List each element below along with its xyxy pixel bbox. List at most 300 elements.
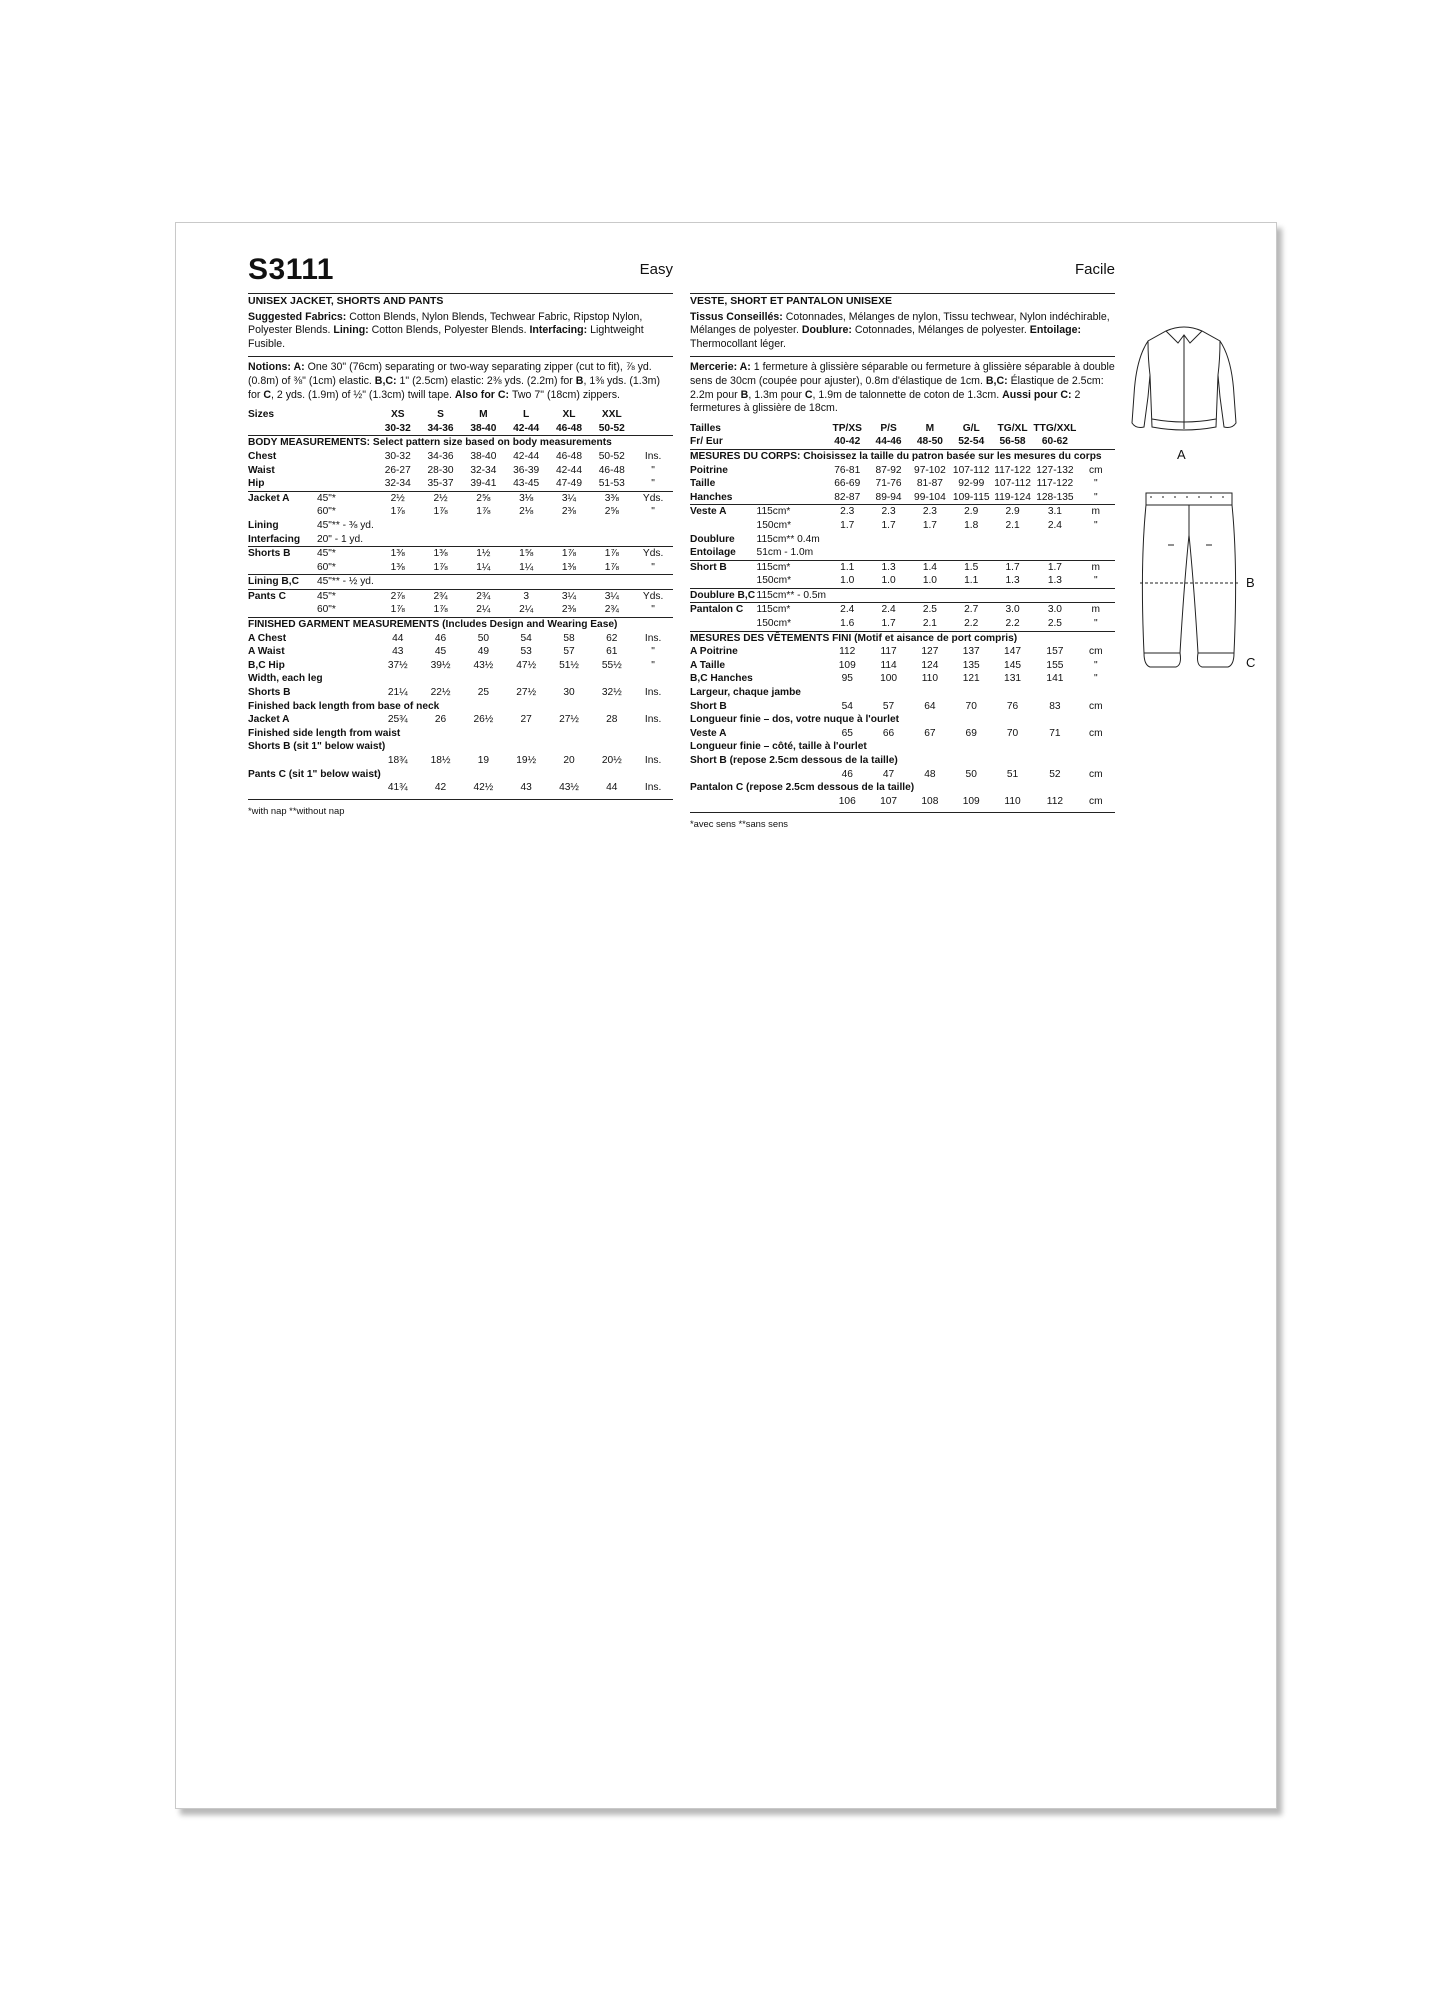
- bold-term: C: [263, 388, 271, 401]
- size-cell: 71: [1049, 727, 1061, 739]
- unit-cell: [1077, 533, 1115, 547]
- row-label: Veste A: [690, 505, 757, 519]
- size-cell: 1.3: [868, 560, 909, 574]
- table-row: [248, 561, 673, 575]
- fabric-width: [317, 464, 376, 478]
- size-cell: TG/XL: [997, 422, 1028, 434]
- fabric-width: 150cm*: [756, 519, 792, 531]
- unit-cell: ": [651, 478, 655, 490]
- size-cell: 58: [563, 632, 575, 644]
- body-text: Thermocollant léger.: [690, 337, 786, 350]
- size-cell: 43½: [473, 659, 494, 671]
- fabric-width: 115cm*: [757, 560, 827, 574]
- size-cell: S: [437, 409, 444, 421]
- table-row: [690, 588, 1115, 603]
- unit-cell: ": [1093, 659, 1098, 671]
- row-label: Short B: [690, 560, 757, 574]
- row-label: Lining B,C: [248, 575, 317, 590]
- size-cell: 107-112: [994, 478, 1031, 490]
- size-cell: 21¼: [387, 687, 408, 699]
- fabric-width: 150cm*: [756, 575, 792, 587]
- size-cell: G/L: [962, 422, 980, 434]
- size-cell: 3.0: [1033, 603, 1076, 617]
- size-cell: 1⅞: [390, 604, 405, 616]
- size-cell: 30: [563, 687, 575, 699]
- table-row: [248, 603, 673, 617]
- size-cell: 100: [880, 673, 898, 685]
- size-cell: 110: [1004, 795, 1021, 807]
- size-cell: 45: [434, 646, 447, 658]
- size-cell: 46-48: [555, 450, 583, 462]
- size-cell: 155: [1046, 659, 1064, 671]
- size-cell: 44: [392, 632, 404, 644]
- table-row: [690, 435, 1115, 449]
- size-cell: 2¼: [519, 604, 534, 616]
- size-cell: 46: [841, 768, 853, 780]
- size-cell: 26½: [473, 714, 494, 726]
- measurement-table: [248, 408, 673, 795]
- size-cell: 50-52: [598, 450, 625, 462]
- size-cell: [827, 546, 868, 560]
- size-cell: 44-46: [875, 436, 902, 448]
- size-cell: 20½: [601, 755, 622, 766]
- size-cell: 131: [1004, 673, 1022, 685]
- size-cell: 43: [392, 646, 404, 658]
- unit-cell: ": [651, 659, 655, 671]
- row-label: Sizes: [248, 409, 275, 421]
- fabric-width: [317, 408, 376, 422]
- size-cell: 1.1: [964, 575, 979, 587]
- size-cell: [909, 588, 950, 603]
- table-row: [248, 740, 673, 754]
- size-cell: 3: [505, 589, 548, 603]
- size-cell: 110: [921, 673, 939, 685]
- size-cell: 2⅜: [561, 506, 577, 518]
- size-cell: [462, 533, 505, 547]
- size-cell: 18½: [430, 755, 451, 766]
- unit-cell: Ins.: [644, 714, 662, 726]
- size-cell: 82-87: [834, 491, 861, 503]
- unit-cell: Yds.: [633, 547, 673, 561]
- fabric-width: 60"*: [316, 506, 336, 518]
- bold-term: Also for C:: [454, 388, 512, 401]
- size-cell: 35-37: [427, 478, 454, 490]
- unit-cell: ": [1093, 519, 1098, 531]
- unit-cell: ": [1093, 575, 1098, 587]
- unit-cell: m: [1077, 560, 1115, 574]
- unit-cell: ": [1093, 673, 1098, 685]
- fabric-width: [317, 781, 376, 795]
- size-cell: 27½: [559, 714, 579, 726]
- size-cell: [548, 575, 591, 590]
- size-cell: 87-92: [875, 464, 902, 476]
- size-cell: 137: [962, 646, 980, 658]
- size-cell: 2.2: [964, 618, 979, 630]
- size-cell: 107-112: [952, 464, 990, 476]
- table-row: [690, 645, 1115, 659]
- size-cell: 1.8: [964, 519, 979, 531]
- fabric-width: [317, 645, 376, 659]
- size-cell: 30-32: [384, 450, 411, 462]
- size-cell: 43: [520, 782, 532, 794]
- size-cell: 46-48: [598, 464, 625, 476]
- fabric-width: 60"*: [316, 561, 336, 573]
- size-cell: 112: [839, 646, 856, 658]
- size-cell: 117-122: [994, 464, 1031, 476]
- table-row: [248, 436, 673, 450]
- fabric-width: [317, 632, 376, 646]
- table-row: [690, 713, 1115, 727]
- table-row: [690, 700, 1115, 714]
- size-cell: 54: [841, 700, 853, 712]
- size-cell: 2.5: [1047, 618, 1062, 630]
- body-text: Cotonnades, Mélanges de polyester.: [854, 324, 1030, 337]
- body-text: , 2 yds. (1.9m) of ½" (1.3cm) twill tape.: [270, 388, 455, 401]
- table-row: [690, 574, 1115, 588]
- table-row: [248, 589, 673, 603]
- fabric-width: [757, 727, 827, 741]
- size-cell: [462, 519, 505, 533]
- size-cell: 2.4: [1047, 519, 1062, 531]
- size-cell: 18¾: [387, 755, 408, 766]
- size-cell: 56-58: [999, 436, 1026, 448]
- pattern-sheet: [175, 222, 1277, 1809]
- size-cell: 52-54: [958, 436, 985, 448]
- row-label: B,C Hip: [248, 659, 285, 671]
- row-label: [248, 781, 317, 795]
- size-cell: P/S: [880, 422, 897, 434]
- fabric-width: 115cm** 0.4m: [756, 533, 820, 545]
- size-cell: 3⅛: [505, 491, 548, 505]
- table-row: [248, 768, 673, 782]
- fabrics-text: [248, 311, 673, 352]
- table-row: [248, 422, 673, 436]
- size-cell: 42-44: [513, 422, 540, 434]
- notions-text: [248, 356, 673, 402]
- unit-cell: Ins.: [644, 687, 662, 699]
- size-cell: 2.3: [827, 505, 868, 519]
- table-row: [248, 645, 673, 659]
- bold-term: Interfacing:: [529, 324, 591, 337]
- section-heading: Short B (repose 2.5cm dessous de la taille): [690, 755, 898, 766]
- size-cell: 53: [520, 646, 532, 658]
- table-row: [248, 754, 673, 768]
- pattern-title-fr: VESTE, SHORT ET PANTALON UNISEXE: [690, 293, 1115, 309]
- size-cell: 2¾: [604, 604, 619, 616]
- size-cell: 1⅜: [561, 561, 577, 573]
- size-cell: 34-36: [427, 422, 454, 434]
- size-cell: 95: [841, 673, 853, 685]
- size-cell: 1.7: [922, 519, 937, 531]
- size-cell: 46-48: [555, 422, 583, 434]
- fabric-width: [757, 768, 827, 782]
- unit-cell: cm: [1089, 700, 1103, 712]
- size-cell: 109: [962, 795, 980, 807]
- row-label: Waist: [248, 464, 275, 476]
- size-cell: 41¾: [387, 782, 408, 794]
- size-cell: [548, 533, 591, 547]
- english-column: [248, 253, 673, 817]
- row-label: Fr/ Eur: [690, 436, 723, 448]
- table-row: [248, 533, 673, 547]
- size-cell: 89-94: [875, 491, 902, 503]
- footnote-fr: *avec sens **sans sens: [690, 812, 1115, 831]
- size-cell: 2.7: [951, 603, 992, 617]
- size-cell: 39-41: [470, 478, 497, 490]
- size-cell: 19: [477, 755, 490, 766]
- fabric-width: [757, 435, 827, 449]
- table-row: [690, 659, 1115, 673]
- size-cell: 38-40: [470, 422, 497, 434]
- row-label: Short B: [690, 700, 727, 712]
- size-cell: 2½: [376, 491, 419, 505]
- size-cell: 70: [965, 700, 977, 712]
- bold-term: Suggested Fabrics:: [248, 310, 350, 323]
- body-text: Two 7" (18cm) zippers.: [511, 388, 620, 401]
- fabric-width: [317, 686, 376, 700]
- size-cell: 117: [880, 646, 897, 658]
- table-row: [690, 686, 1115, 700]
- size-cell: 60-62: [1041, 436, 1068, 448]
- table-row: [690, 422, 1115, 436]
- size-cell: 64: [924, 700, 936, 712]
- size-cell: 2½: [419, 491, 462, 505]
- size-cell: 1¼: [476, 561, 491, 573]
- size-cell: [505, 519, 548, 533]
- unit-cell: ": [651, 561, 655, 573]
- size-cell: [992, 588, 1033, 603]
- size-cell: 1.1: [827, 560, 868, 574]
- size-cell: 2.1: [922, 618, 937, 630]
- size-cell: 97-102: [914, 464, 946, 476]
- fabric-width: [757, 491, 827, 505]
- row-label: A Taille: [690, 659, 726, 671]
- size-cell: 67: [924, 727, 936, 739]
- section-heading: Shorts B (sit 1" below waist): [248, 741, 386, 753]
- bold-term: B,C:: [374, 374, 400, 387]
- size-cell: 32-34: [470, 464, 497, 476]
- size-cell: 42: [434, 782, 447, 794]
- size-cell: 106: [838, 795, 856, 807]
- footnote: *with nap **without nap: [248, 799, 673, 818]
- size-cell: [909, 546, 950, 560]
- body-text: , 1.3m pour: [748, 388, 805, 401]
- size-cell: XS: [390, 409, 405, 421]
- row-label: Taille: [690, 478, 716, 490]
- table-row: [248, 505, 673, 519]
- size-cell: [992, 533, 1033, 547]
- size-cell: 71-76: [875, 478, 902, 490]
- size-cell: 81-87: [916, 478, 943, 490]
- size-cell: M: [925, 422, 935, 434]
- size-cell: 124: [921, 659, 939, 671]
- size-cell: 40-42: [834, 436, 861, 448]
- size-cell: [590, 533, 633, 547]
- unit-cell: cm: [1089, 646, 1103, 658]
- size-cell: 30-32: [384, 422, 411, 434]
- size-cell: 1.0: [881, 575, 896, 587]
- fabric-width: [757, 422, 827, 436]
- size-cell: 25¾: [387, 714, 408, 726]
- size-cell: [376, 533, 419, 547]
- size-cell: 76: [1006, 700, 1019, 712]
- row-label: [690, 768, 757, 782]
- pattern-code: S3111: [248, 253, 334, 286]
- table-row: [248, 713, 673, 727]
- row-label: Pants C: [248, 589, 317, 603]
- size-cell: 55½: [601, 659, 622, 671]
- row-label: Doublure B,C: [690, 588, 757, 603]
- bold-term: Doublure:: [801, 324, 855, 337]
- size-cell: 3.1: [1033, 505, 1076, 519]
- row-label: Lining: [248, 519, 279, 531]
- table-row: [248, 686, 673, 700]
- unit-cell: [633, 519, 673, 533]
- size-cell: 1⅞: [604, 561, 619, 573]
- size-cell: [462, 575, 505, 590]
- size-cell: 3⅜: [590, 491, 633, 505]
- figure-b-label: B: [1246, 575, 1255, 590]
- size-cell: 25: [477, 687, 490, 699]
- body-text: Cotton Blends, Nylon Blends, Techwear Fabric, Ripstop Nylon, Polyester Blends.: [248, 310, 643, 337]
- row-label: A Chest: [248, 632, 287, 644]
- unit-cell: ": [651, 506, 655, 518]
- size-cell: 2⅜: [561, 604, 577, 616]
- table-row: [248, 672, 673, 686]
- size-cell: 1⅞: [390, 506, 405, 518]
- size-cell: 2.3: [909, 505, 950, 519]
- size-cell: [419, 533, 462, 547]
- unit-cell: [633, 422, 673, 436]
- body-text: , 1.9m de talonnette de coton de 1.3cm.: [812, 388, 1003, 401]
- figure-c-label: C: [1246, 655, 1256, 670]
- size-cell: 42½: [473, 782, 494, 794]
- size-cell: 1⅞: [433, 561, 448, 573]
- size-cell: 32-34: [384, 478, 411, 490]
- unit-cell: cm: [1089, 768, 1103, 780]
- row-label: [690, 519, 757, 533]
- size-cell: 2¾: [419, 589, 462, 603]
- table-row: [690, 603, 1115, 617]
- size-cell: 2.2: [1005, 618, 1020, 630]
- measurement-table-fr: [690, 422, 1115, 809]
- size-cell: 43-45: [513, 478, 540, 490]
- size-cell: 99-104: [914, 491, 946, 503]
- size-cell: 145: [1004, 659, 1022, 671]
- unit-cell: Yds.: [633, 589, 673, 603]
- unit-cell: ": [651, 464, 655, 476]
- unit-cell: [1077, 435, 1115, 449]
- size-cell: 70: [1006, 727, 1019, 739]
- size-cell: 2.5: [909, 603, 950, 617]
- fabric-width: [757, 645, 827, 659]
- size-cell: [868, 588, 909, 603]
- table-row: [248, 727, 673, 741]
- size-cell: 114: [880, 659, 897, 671]
- fabric-width: 150cm*: [756, 618, 792, 630]
- size-cell: 1½: [462, 547, 505, 561]
- fabric-width: 45"*: [317, 491, 376, 505]
- size-cell: [868, 546, 909, 560]
- size-cell: [909, 533, 950, 547]
- row-label: Jacket A: [248, 714, 290, 726]
- size-cell: 3.0: [992, 603, 1033, 617]
- unit-cell: ": [1093, 618, 1098, 630]
- size-cell: 147: [1004, 646, 1022, 658]
- table-row: [690, 546, 1115, 560]
- table-row: [690, 768, 1115, 782]
- size-cell: 27: [520, 714, 532, 726]
- table-row: [248, 491, 673, 505]
- row-label: Chest: [248, 450, 277, 462]
- size-cell: TTG/XXL: [1033, 422, 1077, 434]
- size-cell: 37½: [387, 659, 408, 671]
- table-row: [690, 617, 1115, 631]
- size-cell: 135: [962, 659, 980, 671]
- size-cell: 3¼: [590, 589, 633, 603]
- fabric-width: 45"*: [317, 547, 376, 561]
- size-cell: 26-27: [384, 464, 411, 476]
- row-label: Shorts B: [248, 547, 317, 561]
- unit-cell: [1077, 546, 1115, 560]
- fabric-width: [317, 713, 376, 727]
- section-heading: Largeur, chaque jambe: [690, 687, 801, 699]
- size-cell: [590, 575, 633, 590]
- fabric-width: [757, 477, 827, 491]
- size-cell: L: [523, 409, 530, 421]
- body-text: Cotonnades, Mélanges de nylon, Tissu techwear, Nylon indéchirable, Mélanges de polyester.: [690, 310, 1110, 337]
- row-label: [248, 754, 317, 768]
- size-cell: 2.9: [951, 505, 992, 519]
- size-cell: 127: [921, 646, 939, 658]
- size-cell: [1033, 546, 1076, 560]
- size-cell: 66: [882, 727, 895, 739]
- size-cell: M: [479, 409, 488, 421]
- size-cell: 2.4: [868, 603, 909, 617]
- size-cell: 2⅝: [604, 506, 619, 518]
- table-row: [690, 631, 1115, 645]
- size-cell: 43½: [559, 782, 579, 794]
- size-cell: 141: [1046, 673, 1064, 685]
- size-cell: 66-69: [834, 478, 861, 490]
- size-cell: 51-53: [598, 478, 625, 490]
- table-row: [690, 464, 1115, 478]
- size-cell: [951, 546, 992, 560]
- size-cell: 42-44: [513, 450, 540, 462]
- row-label: Interfacing: [248, 533, 301, 545]
- table-row: [690, 560, 1115, 574]
- size-cell: 49: [477, 646, 490, 658]
- size-cell: [548, 519, 591, 533]
- size-cell: 1⅞: [476, 506, 491, 518]
- table-row: [248, 408, 673, 422]
- size-cell: 34-36: [427, 450, 454, 462]
- size-cell: [951, 588, 992, 603]
- table-row: [690, 449, 1115, 463]
- table-row: [690, 740, 1115, 754]
- unit-cell: [1077, 588, 1115, 603]
- bold-term: Tissus Conseillés:: [690, 310, 786, 323]
- size-cell: 1.6: [840, 618, 855, 630]
- size-cell: 1⅞: [433, 506, 448, 518]
- size-cell: [419, 575, 462, 590]
- table-row: [690, 533, 1115, 547]
- size-cell: 1.3: [1047, 575, 1062, 587]
- size-cell: 109: [838, 659, 856, 671]
- body-text: 2 fermetures à glissière de 18cm.: [690, 388, 1081, 415]
- size-cell: [505, 533, 548, 547]
- table-row: [690, 727, 1115, 741]
